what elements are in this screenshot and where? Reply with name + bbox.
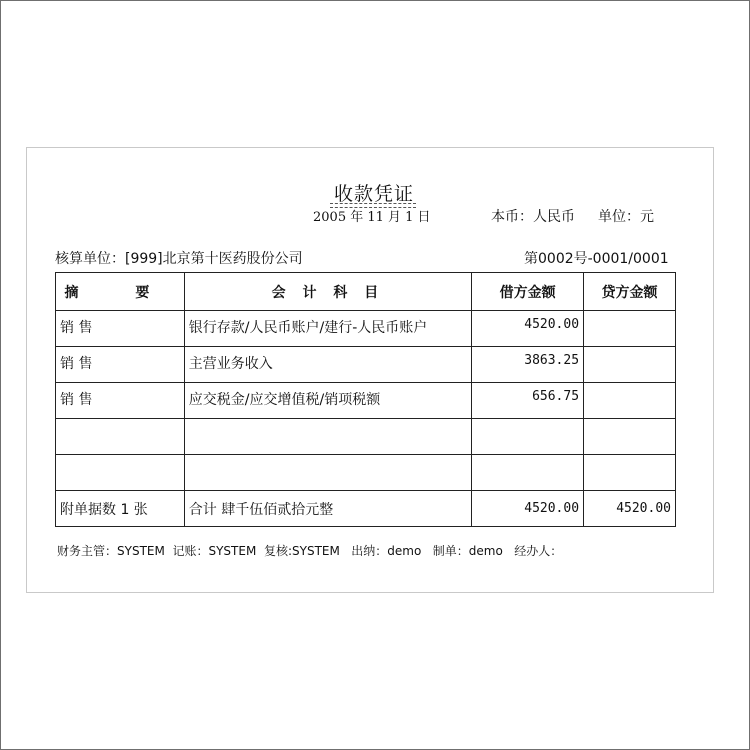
row-account: 银行存款/人民币账户/建行-人民币账户 [184,311,471,347]
table-row [56,419,676,455]
total-in-words: 合计 肆千伍佰贰拾元整 [184,491,471,527]
table-total-row [56,491,676,527]
row-account: 主营业务收入 [184,347,471,383]
table-row [56,347,676,383]
row-account [184,419,471,455]
voucher-table [55,272,676,527]
signoff-handler: 经办人： [514,544,563,558]
header-summary: 摘 要 [56,273,185,311]
row-summary: 销 售 [56,383,185,419]
signoff-cashier: 出纳：demo [351,544,422,558]
row-summary: 销 售 [56,347,185,383]
row-credit [584,311,676,347]
row-debit: 4520.00 [472,311,584,347]
voucher-date: 2005 年 11 月 1 日 [313,210,431,225]
row-debit [472,419,584,455]
row-credit [584,383,676,419]
signoff-preparer: 制单：demo [432,544,503,558]
row-credit [584,347,676,383]
table-header-row [56,273,676,311]
signoff-supervisor: 财务主管：SYSTEM [57,544,165,558]
header-debit: 借方金额 [472,273,584,311]
unit-label: 单位：元 [598,209,654,225]
signoff-reviewer: 复核:SYSTEM [263,544,340,558]
row-debit [472,455,584,491]
total-credit: 4520.00 [584,491,676,527]
row-debit: 656.75 [472,383,584,419]
row-summary [56,455,185,491]
table-row [56,311,676,347]
row-debit: 3863.25 [472,347,584,383]
total-debit: 4520.00 [472,491,584,527]
header-account: 会 计 科 目 [184,273,471,311]
row-summary: 销 售 [56,311,185,347]
header-credit: 贷方金额 [584,273,676,311]
voucher-number: 第0002号-0001/0001 [524,251,669,267]
row-account [184,455,471,491]
table-row [56,383,676,419]
currency-label: 本币：人民币 [491,209,575,225]
table-row [56,455,676,491]
voucher-title: 收款凭证 [333,183,414,205]
row-credit [584,419,676,455]
row-summary [56,419,185,455]
signoff-bookkeeper: 记账：SYSTEM [172,544,257,558]
attachments-count: 附单据数 1 张 [56,491,185,527]
accounting-unit: 核算单位：[999]北京第十医药股份公司 [55,251,303,267]
signoff-line [57,542,562,559]
row-credit [584,455,676,491]
row-account: 应交税金/应交增值税/销项税额 [184,383,471,419]
